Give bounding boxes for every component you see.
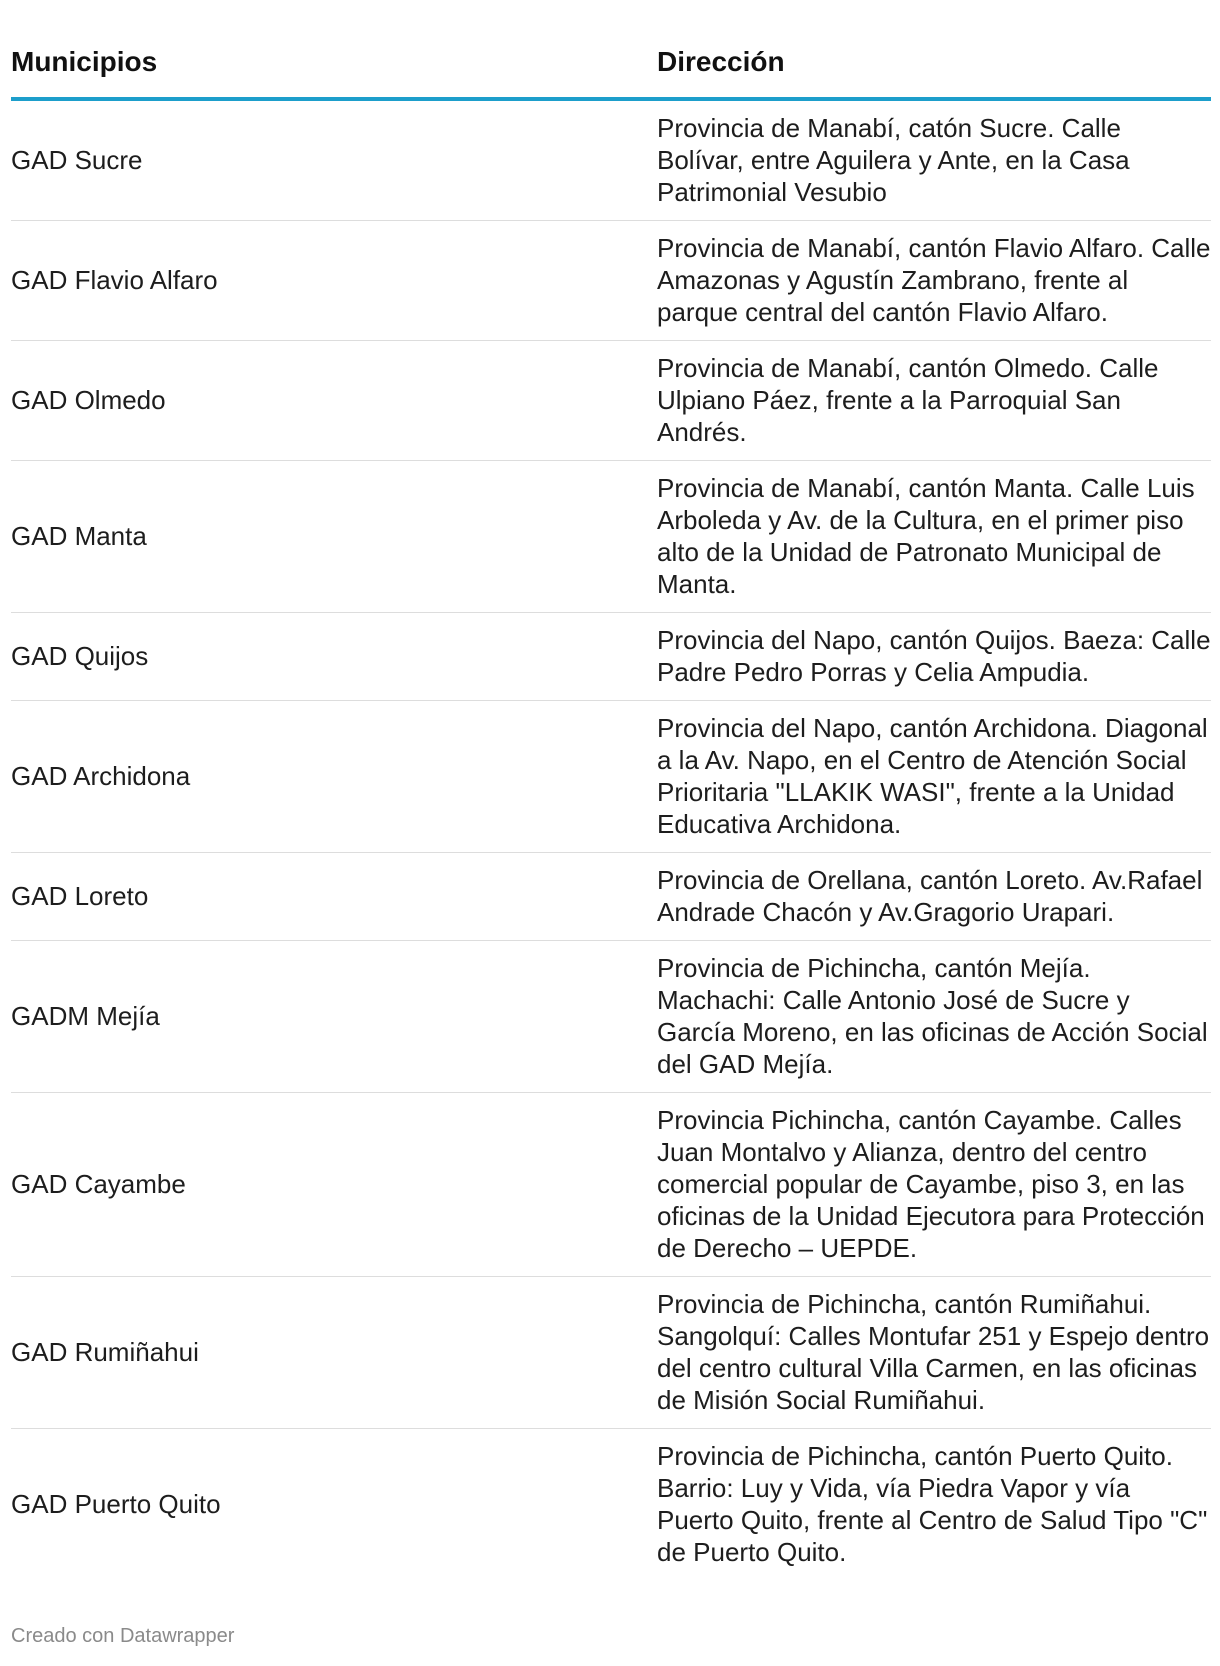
table-body <box>11 99 1211 1580</box>
cell-municipio: GAD Rumiñahui <box>11 1277 657 1429</box>
cell-direccion: Provincia de Manabí, cantón Manta. Calle Luis Arboleda y Av. de la Cultura, en el primer piso alto de la Unidad de Patronato Municipal de Manta. <box>657 461 1211 613</box>
table-row <box>11 1277 1211 1429</box>
cell-municipio: GADM Mejía <box>11 941 657 1093</box>
cell-direccion: Provincia de Orellana, cantón Loreto. Av.Rafael Andrade Chacón y Av.Gragorio Urapari. <box>657 853 1211 941</box>
cell-municipio: GAD Puerto Quito <box>11 1489 221 1519</box>
cell-direccion: Provincia de Manabí, cantón Olmedo. Calle Ulpiano Páez, frente a la Parroquial San Andrés. <box>657 341 1211 461</box>
header-row <box>11 0 1211 99</box>
cell-municipio: GAD Flavio Alfaro <box>11 221 657 341</box>
cell-direccion: Provincia Pichincha, cantón Cayambe. Calles Juan Montalvo y Alianza, dentro del centro comercial popular de Cayambe, piso 3, en las oficinas de la Unidad Ejecutora para Protección de Derecho – UEPDE. <box>657 1093 1211 1277</box>
municipios-table <box>11 0 1211 1580</box>
table-row <box>11 221 1211 341</box>
cell-direccion: Provincia de Pichincha, cantón Mejía. Machachi: Calle Antonio José de Sucre y García Moreno, en las oficinas de Acción Social del GAD Mejía. <box>657 941 1211 1093</box>
cell-municipio: GAD Sucre <box>11 99 657 221</box>
column-header-municipios[interactable]: Municipios <box>11 0 657 99</box>
cell-municipio: GAD Archidona <box>11 701 657 853</box>
cell-direccion: Provincia de Pichincha, cantón Puerto Quito. Barrio: Luy y Vida, vía Piedra Vapor y vía Puerto Quito, frente al Centro de Salud Tipo "C" de Puerto Quito. <box>657 1441 1208 1567</box>
cell-municipio: GAD Cayambe <box>11 1093 657 1277</box>
cell-municipio: GAD Manta <box>11 461 657 613</box>
cell-direccion: Provincia de Manabí, cantón Flavio Alfaro. Calle Amazonas y Agustín Zambrano, frente al parque central del cantón Flavio Alfaro. <box>657 221 1211 341</box>
table-row <box>11 613 1211 701</box>
cell-direccion: Provincia de Pichincha, cantón Rumiñahui. Sangolquí: Calles Montufar 251 y Espejo dentro del centro cultural Villa Carmen, en las oficinas de Misión Social Rumiñahui. <box>657 1277 1211 1429</box>
datawrapper-table-container <box>11 0 1211 1580</box>
table-row <box>11 853 1211 941</box>
datawrapper-credit-link[interactable]: Creado con Datawrapper <box>11 1625 235 1647</box>
table-row <box>11 701 1211 853</box>
cell-municipio: GAD Olmedo <box>11 341 657 461</box>
table-row <box>11 1429 1211 1581</box>
table-row <box>11 99 1211 221</box>
table-row <box>11 1093 1211 1277</box>
table-header <box>11 0 1211 99</box>
table-row <box>11 941 1211 1093</box>
cell-direccion: Provincia del Napo, cantón Archidona. Diagonal a la Av. Napo, en el Centro de Atención Social Prioritaria "LLAKIK WASI", frente a la Unidad Educativa Archidona. <box>657 701 1211 853</box>
cell-direccion: Provincia del Napo, cantón Quijos. Baeza: Calle Padre Pedro Porras y Celia Ampudia. <box>657 613 1211 701</box>
cell-municipio: GAD Loreto <box>11 853 657 941</box>
cell-municipio: GAD Quijos <box>11 613 657 701</box>
column-header-direccion[interactable]: Dirección <box>657 0 1211 99</box>
cell-direccion: Provincia de Manabí, catón Sucre. Calle Bolívar, entre Aguilera y Ante, en la Casa Patrimonial Vesubio <box>657 99 1211 221</box>
table-row <box>11 461 1211 613</box>
table-row <box>11 341 1211 461</box>
